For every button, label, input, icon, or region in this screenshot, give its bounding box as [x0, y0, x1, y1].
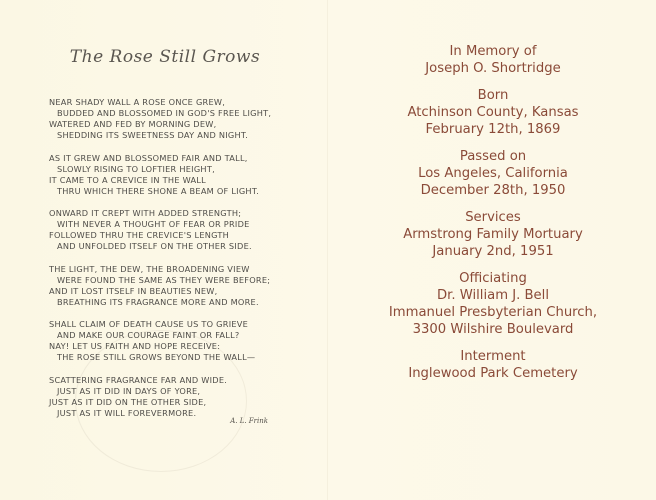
officiant-church: Immanuel Presbyterian Church, [388, 305, 598, 320]
in-memory-section [335, 43, 651, 77]
services-section [335, 209, 651, 260]
memorial-heading: In Memory of [449, 44, 537, 59]
poem-line: JUST AS IT DID IN DAYS OF YORE, [57, 385, 201, 396]
church-address: 3300 Wilshire Boulevard [412, 322, 574, 337]
officiant-name: Dr. William J. Bell [436, 288, 550, 303]
poem-body [49, 97, 319, 430]
poem-line: SCATTERING FRAGRANCE FAR AND WIDE. [49, 374, 228, 385]
poem-line: WATERED AND FED BY MORNING DEW, [49, 119, 217, 129]
poem-line: AND UNFOLDED ITSELF ON THE OTHER SIDE. [57, 241, 252, 251]
service-date: January 2nd, 1951 [432, 244, 554, 259]
poem-line: JUST AS IT DID ON THE OTHER SIDE, [49, 396, 207, 407]
poem-stanza [49, 319, 319, 363]
poem-line: AS IT GREW AND BLOSSOMED FAIR AND TALL, [49, 152, 248, 163]
poem-stanza [49, 208, 319, 252]
poem-line: SLOWLY RISING TO LOFTIER HEIGHT, [57, 163, 215, 174]
section-heading: Interment [460, 349, 526, 364]
poem-line: WERE FOUND THE SAME AS THEY WERE BEFORE; [57, 274, 271, 285]
poem-stanza [49, 264, 319, 308]
birth-place: Atchinson County, Kansas [407, 105, 579, 120]
service-location: Armstrong Family Mortuary [403, 227, 583, 242]
memorial-details [335, 43, 651, 392]
poem-line: AND MAKE OUR COURAGE FAINT OR FALL? [57, 330, 240, 340]
section-heading: Officiating [459, 271, 527, 286]
poem-author: A. L. Frink [230, 417, 268, 425]
poem-line: SHALL CLAIM OF DEATH CAUSE US TO GRIEVE [49, 319, 249, 329]
poem-stanza [49, 97, 319, 141]
deceased-name: Joseph O. Shortridge [425, 61, 561, 76]
birth-date: February 12th, 1869 [425, 122, 561, 137]
death-place: Los Angeles, California [418, 166, 568, 181]
section-heading: Born [477, 88, 509, 103]
passed-section [335, 148, 651, 199]
poem-line: THE ROSE STILL GROWS BEYOND THE WALL— [57, 352, 256, 362]
poem-line: NAY! LET US FAITH AND HOPE RECEIVE: [49, 341, 221, 351]
poem-line: JUST AS IT WILL FOREVERMORE. [57, 407, 197, 418]
poem-line: FOLLOWED THRU THE CREVICE'S LENGTH [49, 230, 230, 240]
born-section [335, 87, 651, 138]
officiating-section [335, 270, 651, 338]
poem-line: WITH NEVER A THOUGHT OF FEAR OR PRIDE [57, 219, 250, 229]
cemetery-name: Inglewood Park Cemetery [408, 366, 578, 381]
fold-line [327, 0, 328, 500]
poem-line: THRU WHICH THERE SHONE A BEAM OF LIGHT. [57, 185, 259, 196]
section-heading: Services [465, 210, 521, 225]
poem-line: IT CAME TO A CREVICE IN THE WALL [49, 174, 206, 185]
poem-title: The Rose Still Grows [69, 47, 261, 67]
interment-section [335, 348, 651, 382]
poem-line: ONWARD IT CREPT WITH ADDED STRENGTH; [49, 208, 242, 218]
poem-line: AND IT LOST ITSELF IN BEAUTIES NEW, [49, 285, 218, 296]
poem-line: NEAR SHADY WALL A ROSE ONCE GREW, [49, 97, 226, 107]
poem-stanza [49, 375, 319, 419]
poem-line: THE LIGHT, THE DEW, THE BROADENING VIEW [49, 263, 250, 274]
death-date: December 28th, 1950 [420, 183, 566, 198]
poem-line: BREATHING ITS FRAGRANCE MORE AND MORE. [57, 296, 259, 307]
poem-line: BUDDED AND BLOSSOMED IN GOD'S FREE LIGHT, [57, 108, 272, 118]
section-heading: Passed on [459, 149, 527, 164]
poem-line: SHEDDING ITS SWEETNESS DAY AND NIGHT. [57, 130, 249, 140]
poem-stanza [49, 153, 319, 197]
